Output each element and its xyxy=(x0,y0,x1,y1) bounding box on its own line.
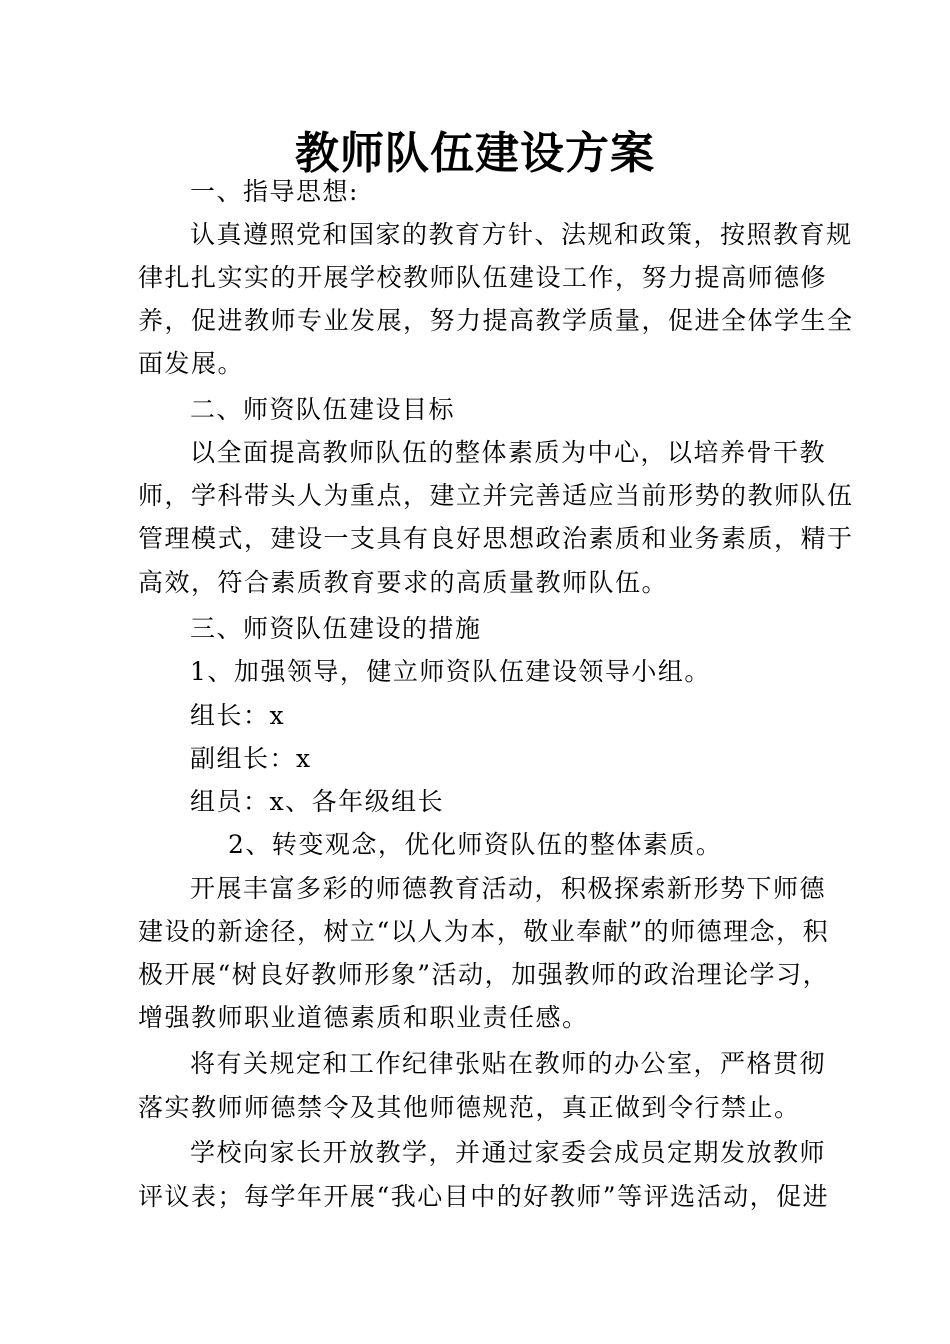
paragraph-line: 学校向家长开放教学，并通过家委会成员定期发放教师 xyxy=(190,1138,827,1167)
list-item: 1、加强领导，健立师资队伍建设领导小组。 xyxy=(190,657,711,686)
list-item: 组长：x xyxy=(190,701,286,730)
paragraph-line: 极开展“树良好教师形象”活动，加强教师的政治理论学习， xyxy=(138,960,830,989)
list-item: 组员：x、各年级组长 xyxy=(190,787,445,816)
paragraph-line: 开展丰富多彩的师德教育活动，积极探索新形势下师德 xyxy=(190,874,827,903)
paragraph-line: 管理模式，建设一支具有良好思想政治素质和业务素质，精于 xyxy=(138,524,854,553)
list-item: 2、转变观念，优化师资队伍的整体素质。 xyxy=(228,830,723,859)
paragraph-line: 律扎扎实实的开展学校教师队伍建设工作，努力提高师德修 xyxy=(138,263,828,292)
paragraph-line: 建设的新途径，树立“以人为本，敬业奉献”的师德理念，积 xyxy=(138,917,830,946)
paragraph-line: 师，学科带头人为重点，建立并完善适应当前形势的教师队伍 xyxy=(138,481,854,510)
paragraph-line: 将有关规定和工作纪律张贴在教师的办公室，严格贯彻 xyxy=(190,1049,827,1078)
list-item: 副组长：x xyxy=(190,744,312,773)
paragraph-line: 高效，符合素质教育要求的高质量教师队伍。 xyxy=(138,568,669,597)
paragraph-line: 养，促进教师专业发展，努力提高教学质量，促进全体学生全 xyxy=(138,306,854,335)
paragraph-line: 落实教师师德禁令及其他师德规范，真正做到令行禁止。 xyxy=(138,1093,801,1122)
section-heading: 一、指导思想: xyxy=(190,177,359,206)
paragraph-line: 认真遵照党和国家的教育方针、法规和政策，按照教育规 xyxy=(190,220,853,249)
section-heading: 二、师资队伍建设目标 xyxy=(190,395,456,424)
section-heading: 三、师资队伍建设的措施 xyxy=(190,614,482,643)
paragraph-line: 面发展。 xyxy=(138,349,245,378)
paragraph-line: 增强教师职业道德素质和职业责任感。 xyxy=(138,1003,589,1032)
document-title: 教师队伍建设方案 xyxy=(295,128,655,179)
paragraph-line: 以全面提高教师队伍的整体素质为中心，以培养骨干教 xyxy=(190,438,827,467)
paragraph-line: 评议表；每学年开展“我心目中的好教师”等评选活动，促进 xyxy=(138,1182,830,1211)
